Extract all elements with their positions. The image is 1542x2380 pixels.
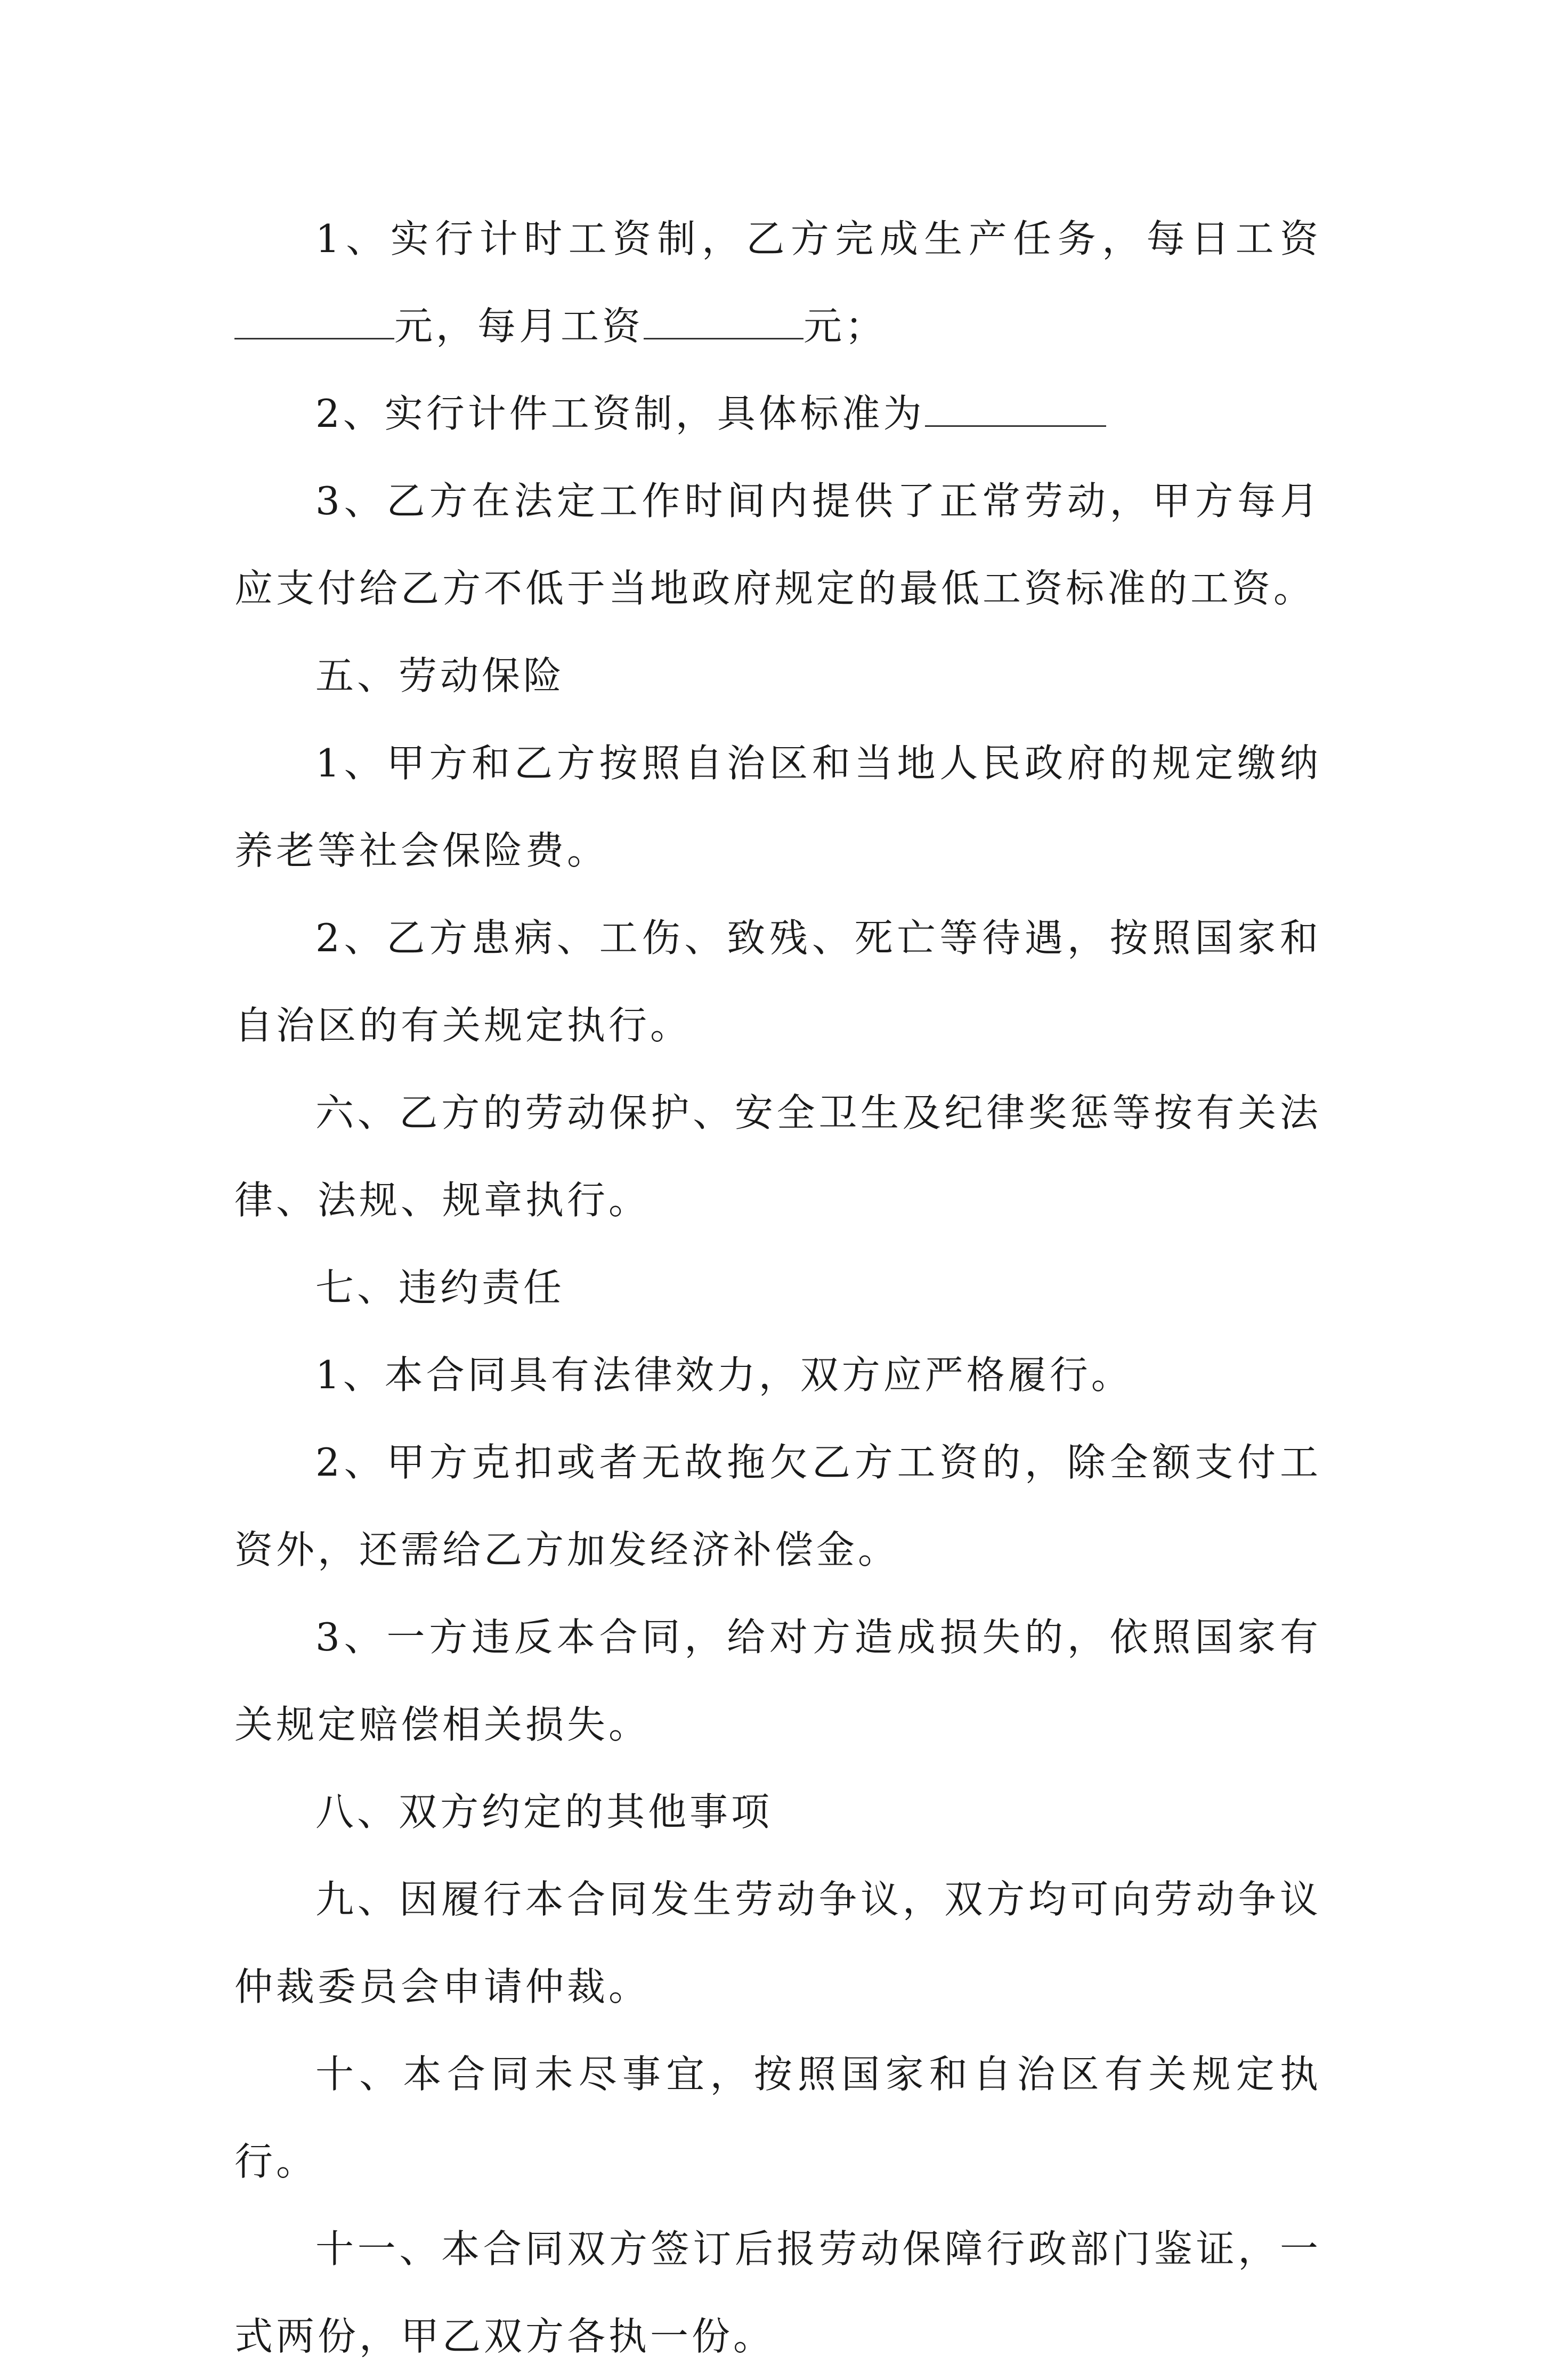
wage-clause-2-text: 2、实行计件工资制，具体标准为	[315, 391, 925, 436]
section-unresolved-matters: 十、本合同未尽事宜，按照国家和自治区有关规定执行。	[234, 2052, 1321, 2184]
wage-clause-2	[234, 370, 1321, 457]
liability-clause-2: 2、甲方克扣或者无故拖欠乙方工资的，除全额支付工资外，还需给乙方加发经济补偿金。	[234, 1440, 1321, 1572]
liability-clause-1: 1、本合同具有法律效力，双方应严格履行。	[315, 1353, 1133, 1397]
insurance-clause-1: 1、甲方和乙方按照自治区和当地人民政府的规定缴纳养老等社会保险费。	[234, 741, 1321, 873]
insurance-clause-2: 2、乙方患病、工伤、致残、死亡等待遇，按照国家和自治区的有关规定执行。	[234, 916, 1321, 1048]
wage-clause-1-text-c: 元；	[804, 304, 887, 349]
wage-clause-3: 3、乙方在法定工作时间内提供了正常劳动，甲方每月应支付给乙方不低于当地政府规定的最低工资标准的工资。	[234, 479, 1321, 611]
monthly-wage-blank	[644, 301, 804, 339]
section-copies: 十一、本合同双方签订后报劳动保障行政部门鉴证，一式两份，甲乙双方各执一份。	[234, 2227, 1321, 2359]
section-other-matters: 八、双方约定的其他事项	[315, 1790, 773, 1834]
section-protection: 六、乙方的劳动保护、安全卫生及纪律奖惩等按有关法律、法规、规章执行。	[234, 1090, 1321, 1223]
section-arbitration: 九、因履行本合同发生劳动争议，双方均可向劳动争议仲裁委员会申请仲裁。	[234, 1877, 1321, 2009]
liability-clause-3: 3、一方违反本合同，给对方造成损失的，依照国家有关规定赔偿相关损失。	[234, 1615, 1321, 1747]
section-heading-insurance: 五、劳动保险	[315, 653, 565, 698]
wage-clause-1-text-b: 元，每月工资	[394, 304, 644, 349]
wage-clause-1-text-a: 1、实行计时工资制，乙方完成生产任务，每日工资	[315, 216, 1321, 261]
document-body	[234, 195, 1321, 2380]
section-heading-liability: 七、违约责任	[315, 1265, 565, 1310]
wage-clause-1	[234, 195, 1321, 370]
piece-rate-blank	[925, 388, 1106, 427]
daily-wage-blank	[234, 301, 394, 339]
